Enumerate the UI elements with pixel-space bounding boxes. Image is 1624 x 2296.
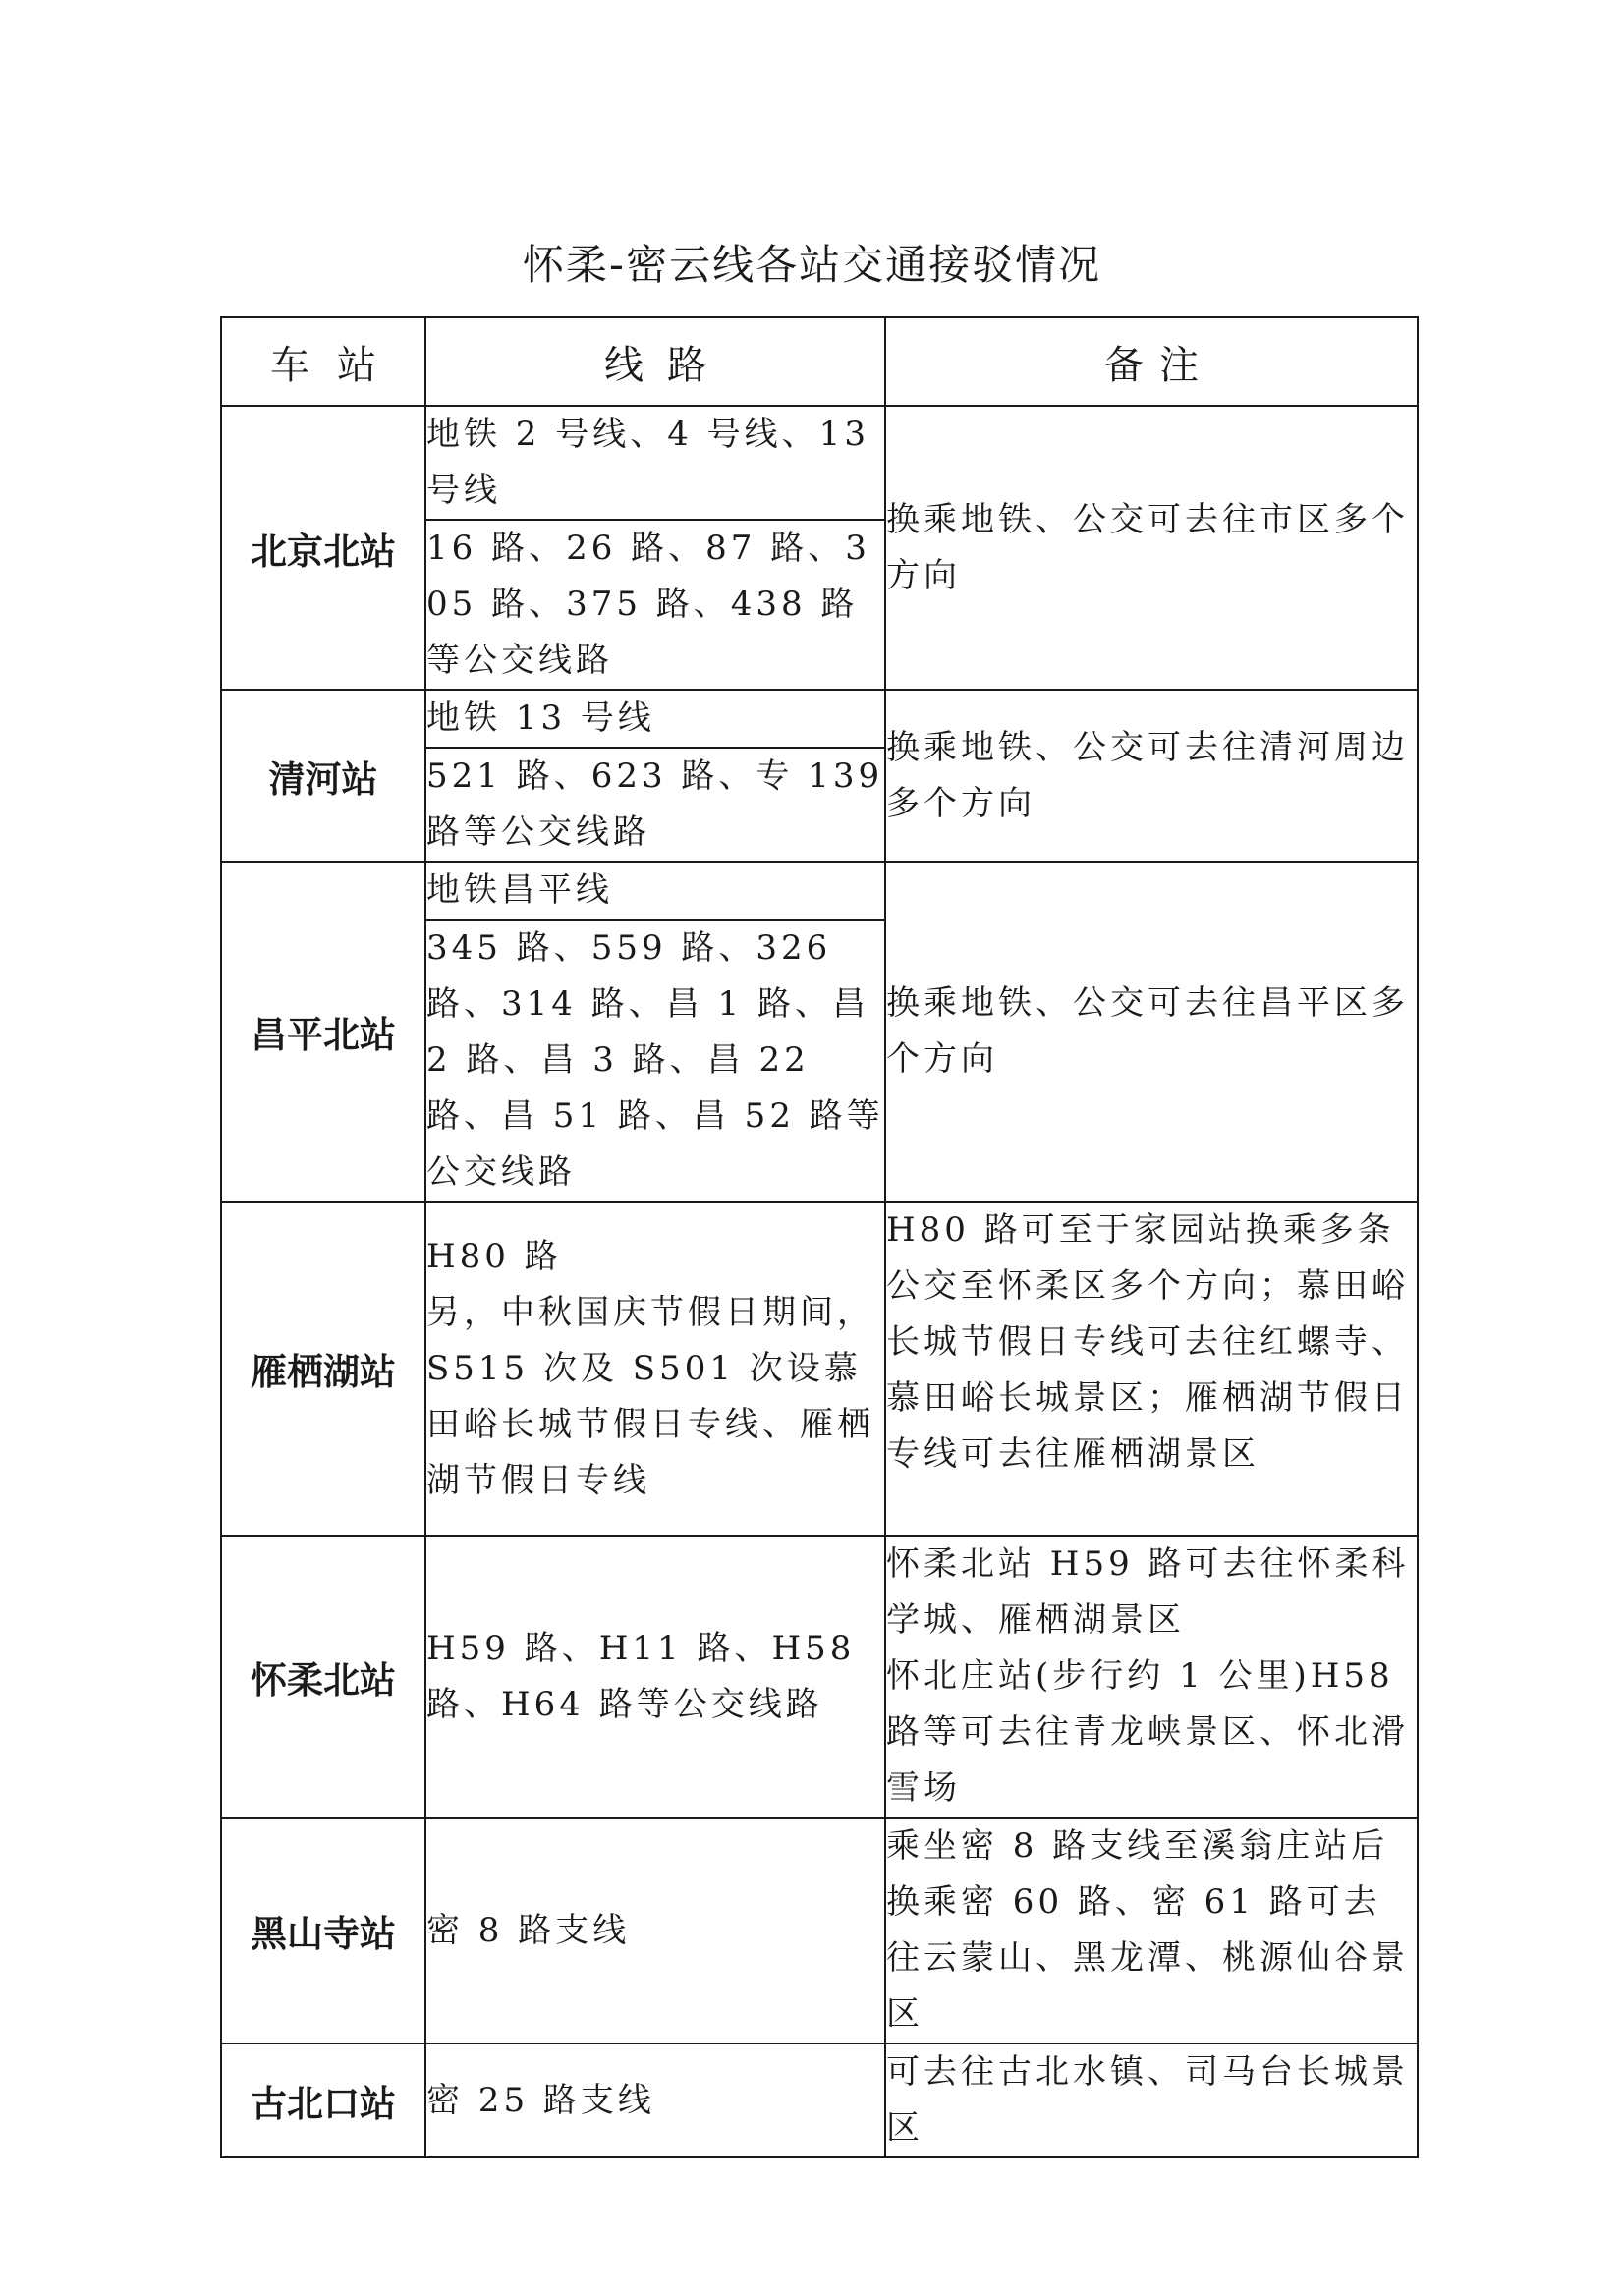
station-cell: 黑山寺站 bbox=[221, 1818, 425, 2044]
station-cell: 清河站 bbox=[221, 690, 425, 862]
note-cell: 可去往古北水镇、司马台长城景区 bbox=[885, 2044, 1418, 2157]
station-cell: 北京北站 bbox=[221, 406, 425, 690]
route-line: 另，中秋国庆节假日期间，S515 次及 S501 次设慕田峪长城节假日专线、雁栖湖节假日专线 bbox=[426, 1292, 874, 1500]
route-cell: 16 路、26 路、87 路、305 路、375 路、438 路等公交线路 bbox=[425, 520, 885, 690]
route-cell: 地铁 13 号线 bbox=[425, 690, 885, 748]
route-cell: 密 25 路支线 bbox=[425, 2044, 885, 2157]
table-row bbox=[221, 862, 1418, 920]
station-cell: 古北口站 bbox=[221, 2044, 425, 2157]
station-cell: 雁栖湖站 bbox=[221, 1202, 425, 1536]
header-station: 车站 bbox=[221, 317, 425, 406]
header-note: 备注 bbox=[885, 317, 1418, 406]
table-row bbox=[221, 690, 1418, 748]
table-row bbox=[221, 1536, 1418, 1818]
note-cell: 换乘地铁、公交可去往清河周边多个方向 bbox=[885, 690, 1418, 862]
transfer-table bbox=[220, 316, 1419, 2158]
route-line: H80 路 bbox=[426, 1236, 562, 1276]
note-cell: H80 路可至于家园站换乘多条公交至怀柔区多个方向；慕田峪长城节假日专线可去往红螺寺、慕田峪长城景区；雁栖湖节假日专线可去往雁栖湖景区 bbox=[885, 1202, 1418, 1536]
note-cell bbox=[885, 1536, 1418, 1818]
note-cell: 换乘地铁、公交可去往昌平区多个方向 bbox=[885, 862, 1418, 1202]
route-cell: 345 路、559 路、326 路、314 路、昌 1 路、昌 2 路、昌 3 路、昌 22 路、昌 51 路、昌 52 路等公交线路 bbox=[425, 920, 885, 1202]
route-cell: 密 8 路支线 bbox=[425, 1818, 885, 2044]
note-cell: 乘坐密 8 路支线至溪翁庄站后换乘密 60 路、密 61 路可去往云蒙山、黑龙潭、桃源仙谷景区 bbox=[885, 1818, 1418, 2044]
route-cell: 521 路、623 路、专 139 路等公交线路 bbox=[425, 748, 885, 862]
table-row bbox=[221, 1202, 1418, 1536]
table-header-row bbox=[221, 317, 1418, 406]
header-route: 线路 bbox=[425, 317, 885, 406]
page-title: 怀柔-密云线各站交通接驳情况 bbox=[522, 241, 1102, 289]
note-line: 怀柔北站 H59 路可去往怀柔科学城、雁栖湖景区 bbox=[886, 1544, 1410, 1640]
table-row bbox=[221, 1818, 1418, 2044]
route-cell: 地铁 2 号线、4 号线、13 号线 bbox=[425, 406, 885, 520]
route-cell: H59 路、H11 路、H58 路、H64 路等公交线路 bbox=[425, 1536, 885, 1818]
note-cell: 换乘地铁、公交可去往市区多个方向 bbox=[885, 406, 1418, 690]
table-row bbox=[221, 2044, 1418, 2157]
route-cell bbox=[425, 1202, 885, 1536]
station-cell: 怀柔北站 bbox=[221, 1536, 425, 1818]
route-cell: 地铁昌平线 bbox=[425, 862, 885, 920]
table-row bbox=[221, 406, 1418, 520]
station-cell: 昌平北站 bbox=[221, 862, 425, 1202]
note-line: 怀北庄站(步行约 1 公里)H58 路等可去往青龙峡景区、怀北滑雪场 bbox=[886, 1656, 1409, 1808]
